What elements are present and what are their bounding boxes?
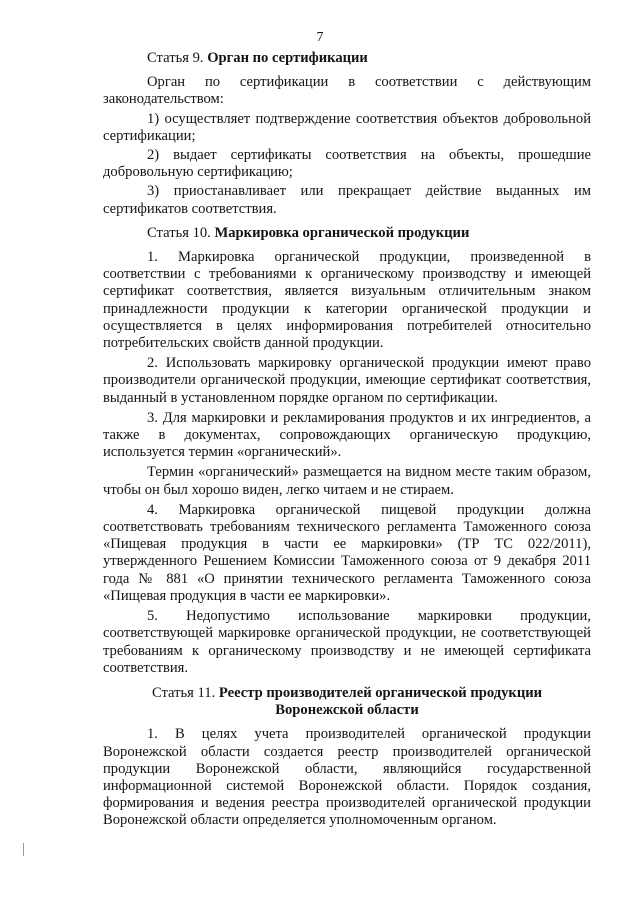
article-10-heading bbox=[103, 225, 591, 242]
article-10-prefix: Статья 10. bbox=[147, 224, 215, 241]
page-number: 7 bbox=[316, 30, 324, 45]
article-9-prefix: Статья 9. bbox=[147, 50, 208, 66]
article-10-paragraph: 2. Использовать маркировку органической продукции имеют право производители органической продукции, имеющие сертификат соответствия, выданный в установленном порядке органом по сертификации. bbox=[103, 355, 591, 406]
article-10-paragraph: Термин «органический» размещается на видном месте таким образом, чтобы он был хорошо виден, легко читаем и не стираем. bbox=[103, 464, 591, 498]
article-9-paragraph: Орган по сертификации в соответствии с действующим законодательством: bbox=[103, 74, 591, 108]
article-9-title: Орган по сертификации bbox=[207, 50, 368, 66]
article-11-title-line-1: Реестр производителей органической продукции bbox=[218, 684, 543, 701]
article-9-paragraph: 1) осуществляет подтверждение соответствия объектов добровольной сертификации; bbox=[103, 110, 591, 144]
article-11-heading-line-2 bbox=[103, 702, 591, 719]
article-11-prefix: Статья 11. bbox=[151, 684, 219, 701]
article-10-paragraph: 3. Для маркировки и рекламирования продуктов и их ингредиентов, а также в документах, сопровождающих органическую продукцию, используется термин «органический». bbox=[103, 409, 591, 461]
article-11-heading bbox=[103, 685, 591, 719]
article-9-paragraph: 2) выдает сертификаты соответствия на объекты, прошедшие добровольную сертификацию; bbox=[103, 147, 591, 181]
article-9-paragraph: 3) приостанавливает или прекращает действие выданных им сертификатов соответствия. bbox=[103, 183, 591, 217]
document-body bbox=[103, 50, 591, 830]
article-10-paragraph: 5. Недопустимо использование маркировки продукции, соответствующей маркировке органической продукции, не соответствующей требованиям к органическому производству и не имеющей сертификата соответствия. bbox=[103, 608, 591, 676]
article-11-paragraph: 1. В целях учета производителей органической продукции Воронежской области создается реестр производителей органической продукции Воронежской области, являющийся государственной информационной системой Воронежской области. Порядок создания, формирования и ведения реестра производителей органической продукции Воронежской области определяется уполномоченным органом. bbox=[103, 726, 591, 829]
article-11-heading-line-1 bbox=[103, 685, 591, 702]
article-10-paragraph: 1. Маркировка органической продукции, произведенной в соответствии с требованиями к органическому производству и имеющей сертификат соответствия, является визуальным отличительным знаком принадлежности продукции к категории органической продукции и осуществляется в целях информирования потребителей относительно потребительских свойств данной продукции. bbox=[103, 249, 591, 352]
article-11 bbox=[103, 685, 591, 830]
article-11-title-line-2: Воронежской области bbox=[275, 702, 419, 719]
article-10-title: Маркировка органической продукции bbox=[214, 224, 470, 241]
article-10 bbox=[103, 225, 591, 677]
article-10-paragraph: 4. Маркировка органической пищевой продукции должна соответствовать требованиям технического регламента Таможенного союза «Пищевая продукция в части ее маркировки» (ТР ТС 022/2011), утвержденного Решением Комиссии Таможенного союза от 9 декабря 2011 года № 881 «О принятии технического регламента Таможенного союза «Пищевая продукция в части ее маркировки». bbox=[103, 501, 591, 604]
margin-mark bbox=[23, 843, 24, 856]
article-9 bbox=[103, 50, 591, 218]
article-9-heading bbox=[103, 50, 591, 67]
